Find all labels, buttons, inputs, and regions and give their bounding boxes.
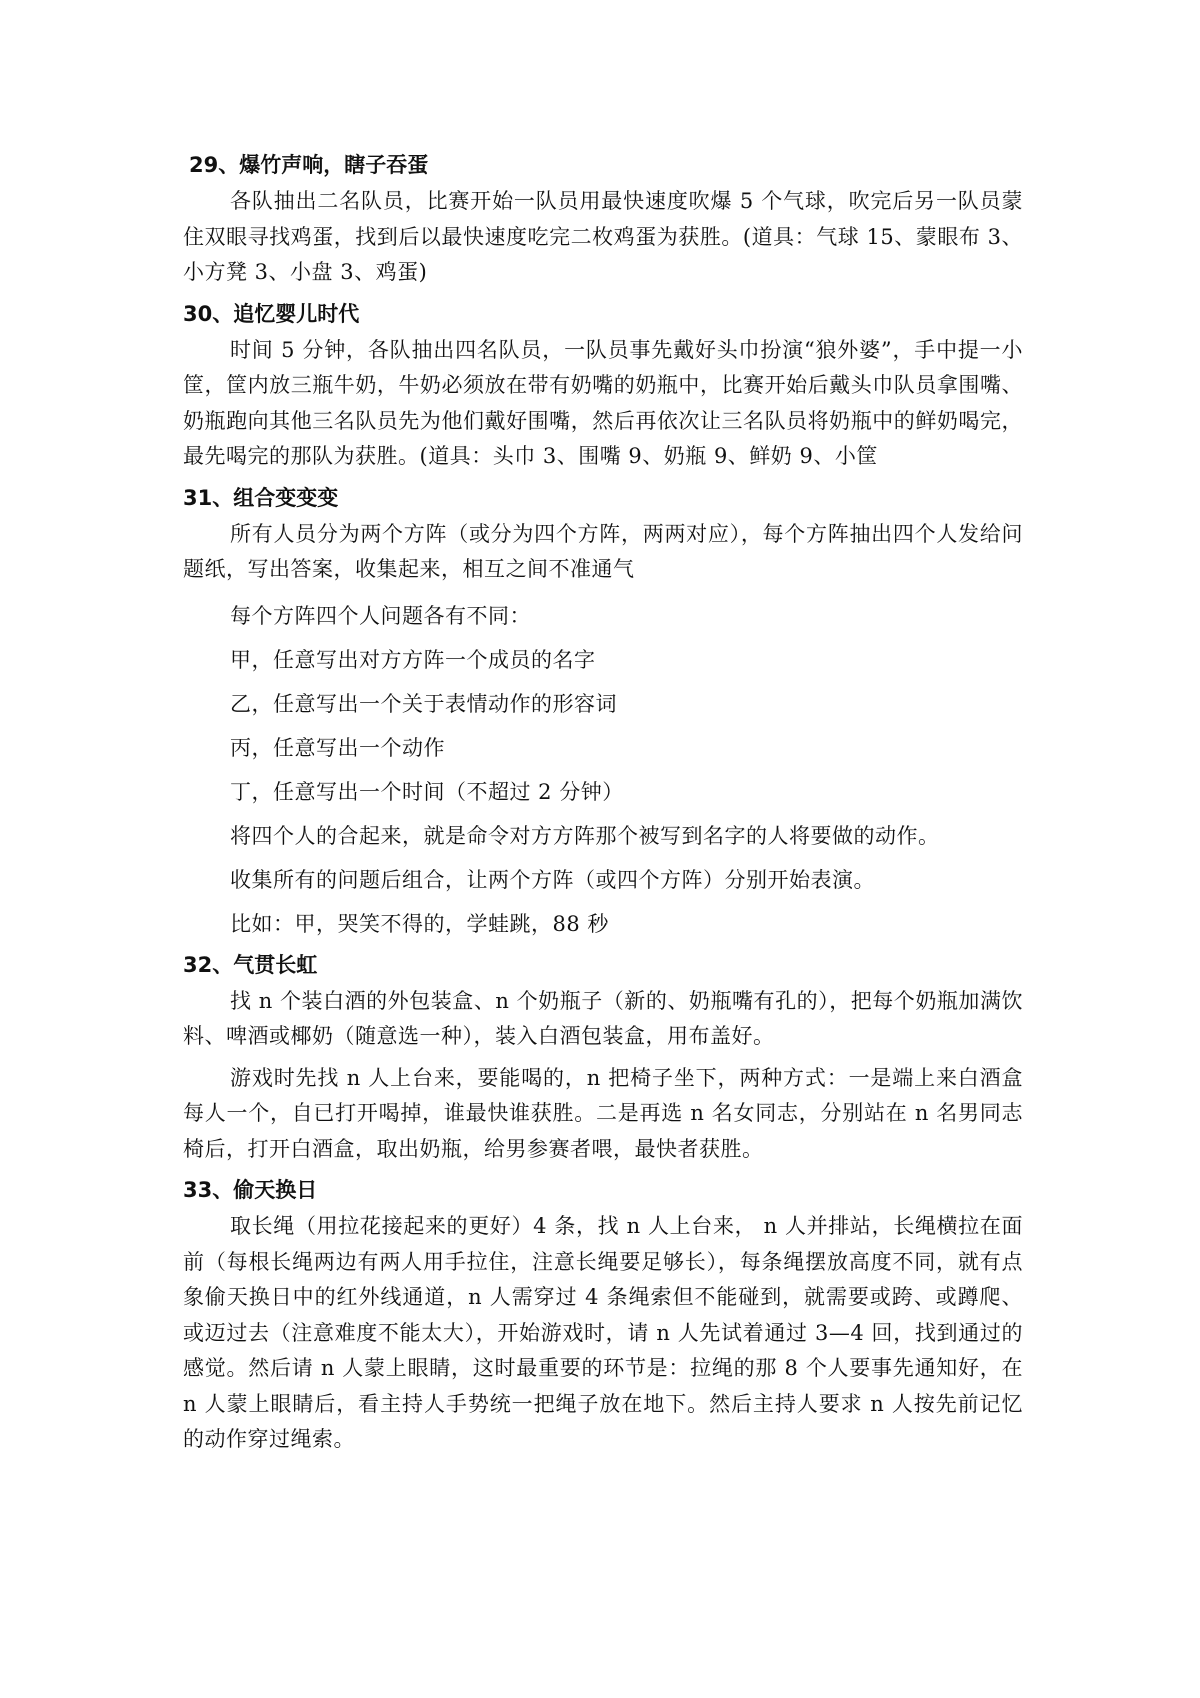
section-paragraph: 所有人员分为两个方阵（或分为四个方阵，两两对应），每个方阵抽出四个人发给问题纸，写出答案，收集起来，相互之间不准通气 xyxy=(183,521,1023,581)
section-paragraph: 游戏时先找 n 人上台来，要能喝的，n 把椅子坐下，两种方式：一是端上来白酒盒每人一个，自已打开喝掉，谁最快谁获胜。二是再选 n 名女同志，分别站在 n 名男同志椅后，打开白酒盒，取出奶瓶，给男参赛者喂，最快者获胜。 xyxy=(183,1065,1023,1161)
section-line: 乙，任意写出一个关于表情动作的形容词 xyxy=(230,691,617,716)
section-heading: 32、气贯长虹 xyxy=(183,952,318,977)
section-30 xyxy=(183,297,1023,475)
section-line: 收集所有的问题后组合，让两个方阵（或四个方阵）分别开始表演。 xyxy=(230,867,875,892)
section-line: 比如：甲，哭笑不得的，学蛙跳，88 秒 xyxy=(230,911,609,936)
section-33 xyxy=(183,1173,1023,1458)
document-page xyxy=(183,148,1023,1464)
section-31 xyxy=(183,481,1023,946)
section-29 xyxy=(183,148,1023,291)
section-line: 丙，任意写出一个动作 xyxy=(230,735,445,760)
section-heading: 31、组合变变变 xyxy=(183,485,339,510)
section-paragraph: 各队抽出二名队员，比赛开始一队员用最快速度吹爆 5 个气球，吹完后另一队员蒙住双眼寻找鸡蛋，找到后以最快速度吃完二枚鸡蛋为获胜。(道具：气球 15、蒙眼布 3、小方凳 3、小盘 3、鸡蛋) xyxy=(183,189,1023,284)
section-paragraph: 时间 5 分钟，各队抽出四名队员，一队员事先戴好头巾扮演“狼外婆”，手中提一小筐，筐内放三瓶牛奶，牛奶必须放在带有奶嘴的奶瓶中，比赛开始后戴头巾队员拿围嘴、奶瓶跑向其他三名队员先为他们戴好围嘴，然后再依次让三名队员将奶瓶中的鲜奶喝完，最先喝完的那队为获胜。(道具：头巾 3、围嘴 9、奶瓶 9、鲜奶 9、小筐 xyxy=(183,337,1023,468)
section-heading: 29、爆竹声响，瞎子吞蛋 xyxy=(189,153,429,177)
section-32 xyxy=(183,948,1023,1168)
section-line: 甲，任意写出对方方阵一个成员的名字 xyxy=(230,647,596,672)
section-line: 每个方阵四个人问题各有不同： xyxy=(230,603,531,628)
section-paragraph: 找 n 个装白酒的外包装盒、n 个奶瓶子（新的、奶瓶嘴有孔的），把每个奶瓶加满饮料、啤酒或椰奶（随意选一种），装入白酒包装盒，用布盖好。 xyxy=(183,988,1023,1048)
section-heading: 33、偷天换日 xyxy=(183,1178,318,1202)
section-heading: 30、追忆婴儿时代 xyxy=(183,301,360,326)
section-line: 将四个人的合起来，就是命令对方方阵那个被写到名字的人将要做的动作。 xyxy=(230,823,940,848)
section-paragraph: 取长绳（用拉花接起来的更好）4 条，找 n 人上台来， n 人并排站，长绳横拉在面前（每根长绳两边有两人用手拉住，注意长绳要足够长），每条绳摆放高度不同，就有点象偷天换日中的红外线通道，n 人需穿过 4 条绳索但不能碰到，就需要或跨、或蹲爬、或迈过去（注意难度不能太大），开始游戏时，请 n 人先试着通过 3—4 回，找到通过的感觉。然后请 n 人蒙上眼睛，这时最重要的环节是：拉绳的那 8 个人要事先通知好，在 n 人蒙上眼睛后，看主持人手势统一把绳子放在地下。然后主持人要求 n 人按先前记忆的动作穿过绳索。 xyxy=(183,1214,1023,1451)
section-line: 丁，任意写出一个时间（不超过 2 分钟） xyxy=(230,779,624,804)
